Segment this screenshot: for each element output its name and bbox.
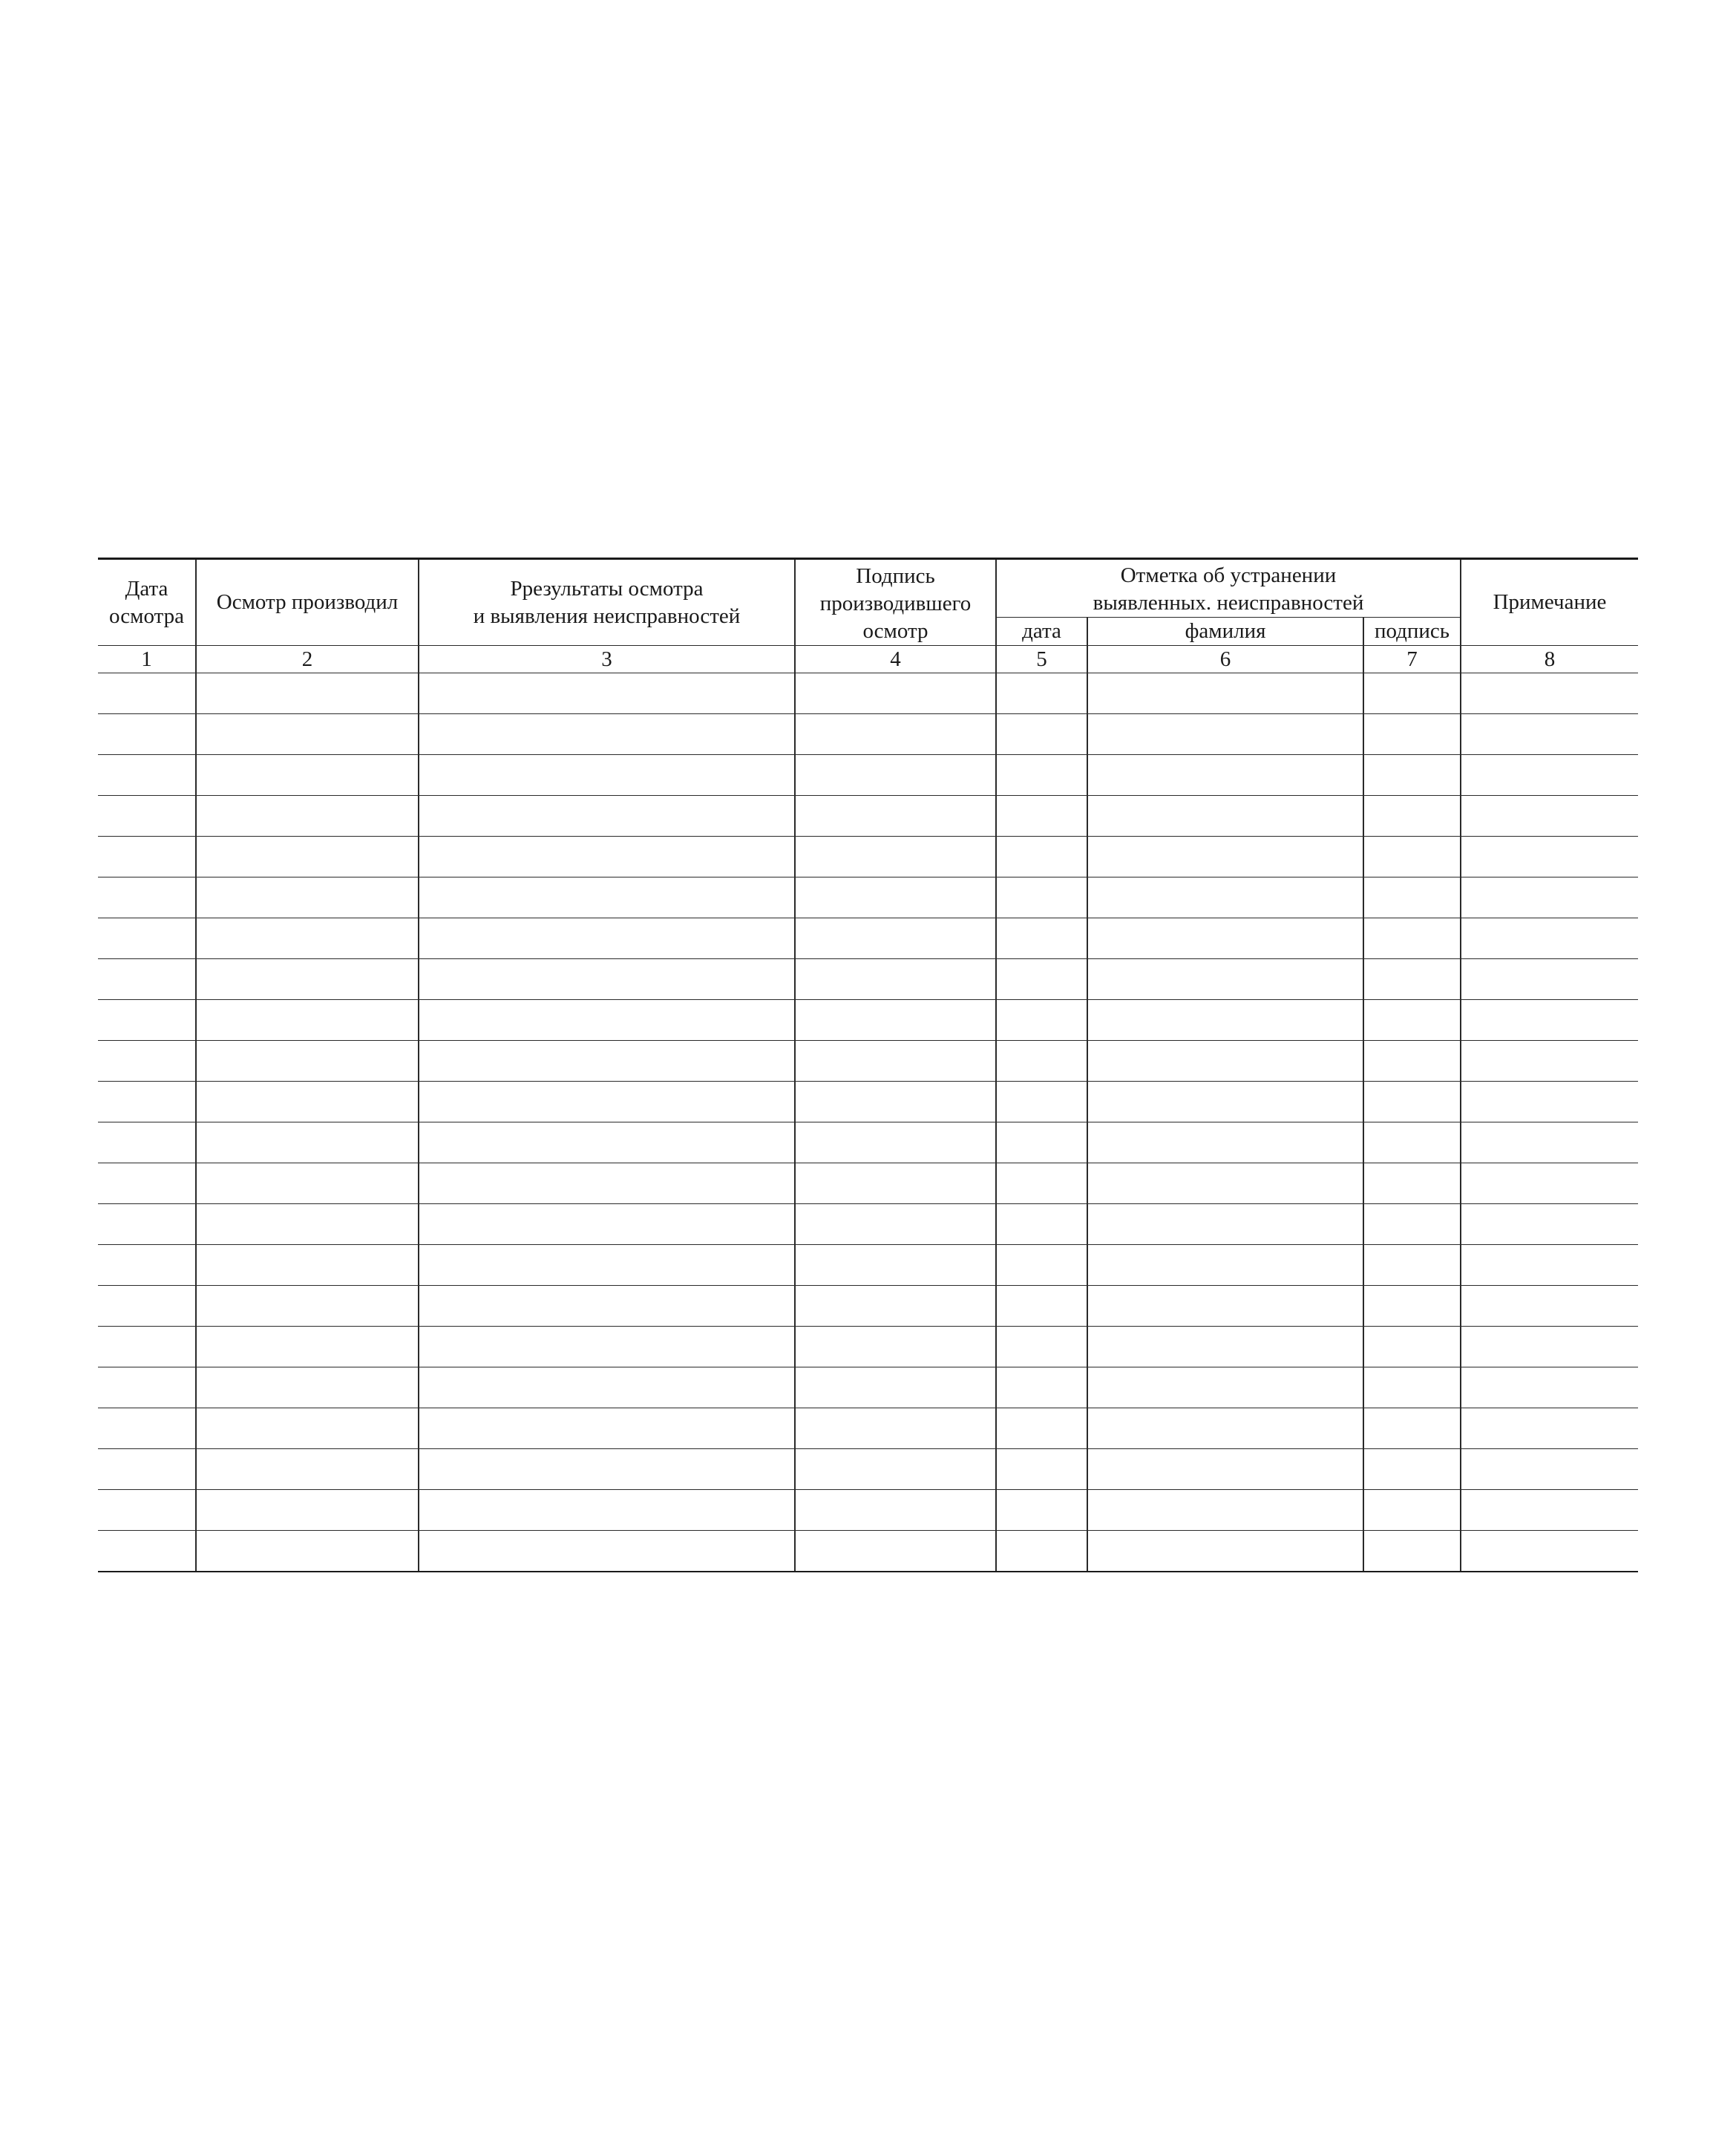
signature-cell[interactable] xyxy=(795,877,996,918)
note-cell[interactable] xyxy=(1461,959,1638,1000)
table-row xyxy=(98,1490,1638,1531)
column-number: 6 xyxy=(1087,646,1363,673)
results-cell[interactable] xyxy=(419,1122,795,1163)
date-cell[interactable] xyxy=(98,918,196,959)
fix-signature-cell[interactable] xyxy=(1363,1245,1461,1286)
fix-signature-cell[interactable] xyxy=(1363,755,1461,796)
table-row xyxy=(98,1449,1638,1490)
table-row xyxy=(98,1367,1638,1408)
note-cell[interactable] xyxy=(1461,714,1638,755)
note-cell[interactable] xyxy=(1461,1449,1638,1490)
inspector-cell[interactable] xyxy=(196,1163,419,1204)
fix-date-cell[interactable] xyxy=(996,1204,1087,1245)
signature-cell[interactable] xyxy=(795,714,996,755)
inspector-cell[interactable] xyxy=(196,755,419,796)
header-fix-mark-group: Отметка об устранении выявленных. неисправностей xyxy=(996,559,1461,618)
table-row xyxy=(98,959,1638,1000)
fix-signature-cell[interactable] xyxy=(1363,1000,1461,1041)
signature-cell[interactable] xyxy=(795,673,996,714)
results-cell[interactable] xyxy=(419,918,795,959)
date-cell[interactable] xyxy=(98,1367,196,1408)
fix-date-cell[interactable] xyxy=(996,837,1087,877)
fix-date-cell[interactable] xyxy=(996,1449,1087,1490)
results-cell[interactable] xyxy=(419,1286,795,1327)
signature-cell[interactable] xyxy=(795,1041,996,1082)
results-cell[interactable] xyxy=(419,1531,795,1572)
header-row xyxy=(98,559,1638,618)
date-cell[interactable] xyxy=(98,673,196,714)
fix-signature-cell[interactable] xyxy=(1363,1204,1461,1245)
fix-surname-cell[interactable] xyxy=(1087,673,1363,714)
signature-cell[interactable] xyxy=(795,1082,996,1122)
fix-surname-cell[interactable] xyxy=(1087,796,1363,837)
date-cell[interactable] xyxy=(98,1408,196,1449)
fix-signature-cell[interactable] xyxy=(1363,1286,1461,1327)
date-cell[interactable] xyxy=(98,1163,196,1204)
inspector-cell[interactable] xyxy=(196,1122,419,1163)
fix-date-cell[interactable] xyxy=(996,1041,1087,1082)
signature-cell[interactable] xyxy=(795,1367,996,1408)
fix-signature-cell[interactable] xyxy=(1363,1163,1461,1204)
inspector-cell[interactable] xyxy=(196,796,419,837)
fix-surname-cell[interactable] xyxy=(1087,1204,1363,1245)
signature-cell[interactable] xyxy=(795,1122,996,1163)
results-cell[interactable] xyxy=(419,1408,795,1449)
inspector-cell[interactable] xyxy=(196,714,419,755)
inspector-cell[interactable] xyxy=(196,1367,419,1408)
note-cell[interactable] xyxy=(1461,1082,1638,1122)
date-cell[interactable] xyxy=(98,796,196,837)
fix-surname-cell[interactable] xyxy=(1087,1531,1363,1572)
note-cell[interactable] xyxy=(1461,1163,1638,1204)
table-row xyxy=(98,1286,1638,1327)
date-cell[interactable] xyxy=(98,1286,196,1327)
fix-surname-cell[interactable] xyxy=(1087,1367,1363,1408)
fix-surname-cell[interactable] xyxy=(1087,1122,1363,1163)
table-row xyxy=(98,714,1638,755)
fix-date-cell[interactable] xyxy=(996,714,1087,755)
column-number: 3 xyxy=(419,646,795,673)
inspector-cell[interactable] xyxy=(196,1286,419,1327)
header-fix-surname: фамилия xyxy=(1087,618,1363,646)
signature-cell[interactable] xyxy=(795,1490,996,1531)
table-row xyxy=(98,837,1638,877)
inspector-cell[interactable] xyxy=(196,1408,419,1449)
date-cell[interactable] xyxy=(98,1082,196,1122)
inspector-cell[interactable] xyxy=(196,1041,419,1082)
results-cell[interactable] xyxy=(419,755,795,796)
results-cell[interactable] xyxy=(419,837,795,877)
fix-date-cell[interactable] xyxy=(996,1490,1087,1531)
signature-cell[interactable] xyxy=(795,796,996,837)
signature-cell[interactable] xyxy=(795,755,996,796)
signature-cell[interactable] xyxy=(795,1408,996,1449)
date-cell[interactable] xyxy=(98,1000,196,1041)
column-number: 2 xyxy=(196,646,419,673)
fix-date-cell[interactable] xyxy=(996,1082,1087,1122)
signature-cell[interactable] xyxy=(795,1286,996,1327)
results-cell[interactable] xyxy=(419,959,795,1000)
results-cell[interactable] xyxy=(419,1204,795,1245)
column-number: 4 xyxy=(795,646,996,673)
results-cell[interactable] xyxy=(419,1327,795,1367)
fix-date-cell[interactable] xyxy=(996,1000,1087,1041)
header-inspector-signature: Подпись производившего осмотр xyxy=(795,559,996,646)
date-cell[interactable] xyxy=(98,1531,196,1572)
fix-surname-cell[interactable] xyxy=(1087,1000,1363,1041)
fix-surname-cell[interactable] xyxy=(1087,1327,1363,1367)
fix-signature-cell[interactable] xyxy=(1363,1449,1461,1490)
table-row xyxy=(98,673,1638,714)
fix-date-cell[interactable] xyxy=(996,1367,1087,1408)
inspector-cell[interactable] xyxy=(196,1327,419,1367)
results-cell[interactable] xyxy=(419,1000,795,1041)
fix-surname-cell[interactable] xyxy=(1087,714,1363,755)
note-cell[interactable] xyxy=(1461,1000,1638,1041)
note-cell[interactable] xyxy=(1461,1367,1638,1408)
inspector-cell[interactable] xyxy=(196,1082,419,1122)
results-cell[interactable] xyxy=(419,1490,795,1531)
fix-signature-cell[interactable] xyxy=(1363,1122,1461,1163)
results-cell[interactable] xyxy=(419,714,795,755)
table-body xyxy=(98,673,1638,1572)
table-row xyxy=(98,755,1638,796)
signature-cell[interactable] xyxy=(795,1449,996,1490)
results-cell[interactable] xyxy=(419,796,795,837)
fix-date-cell[interactable] xyxy=(996,1245,1087,1286)
table-row xyxy=(98,1000,1638,1041)
column-number: 1 xyxy=(98,646,196,673)
fix-signature-cell[interactable] xyxy=(1363,714,1461,755)
table-row xyxy=(98,1245,1638,1286)
fix-date-cell[interactable] xyxy=(996,1327,1087,1367)
fix-date-cell[interactable] xyxy=(996,1163,1087,1204)
fix-signature-cell[interactable] xyxy=(1363,1082,1461,1122)
note-cell[interactable] xyxy=(1461,918,1638,959)
column-number: 7 xyxy=(1363,646,1461,673)
fix-date-cell[interactable] xyxy=(996,877,1087,918)
signature-cell[interactable] xyxy=(795,837,996,877)
column-number: 8 xyxy=(1461,646,1638,673)
table-row xyxy=(98,1041,1638,1082)
table-row xyxy=(98,796,1638,837)
inspector-cell[interactable] xyxy=(196,1204,419,1245)
fix-surname-cell[interactable] xyxy=(1087,755,1363,796)
inspector-cell[interactable] xyxy=(196,1245,419,1286)
note-cell[interactable] xyxy=(1461,837,1638,877)
fix-date-cell[interactable] xyxy=(996,959,1087,1000)
fix-surname-cell[interactable] xyxy=(1087,1082,1363,1122)
table-row xyxy=(98,1531,1638,1572)
date-cell[interactable] xyxy=(98,1041,196,1082)
fix-date-cell[interactable] xyxy=(996,755,1087,796)
date-cell[interactable] xyxy=(98,837,196,877)
fix-signature-cell[interactable] xyxy=(1363,1490,1461,1531)
fix-date-cell[interactable] xyxy=(996,1122,1087,1163)
fix-signature-cell[interactable] xyxy=(1363,877,1461,918)
fix-signature-cell[interactable] xyxy=(1363,796,1461,837)
fix-surname-cell[interactable] xyxy=(1087,1163,1363,1204)
fix-surname-cell[interactable] xyxy=(1087,1245,1363,1286)
inspector-cell[interactable] xyxy=(196,959,419,1000)
column-number-row xyxy=(98,646,1638,673)
table-row xyxy=(98,1163,1638,1204)
table-row xyxy=(98,877,1638,918)
signature-cell[interactable] xyxy=(795,959,996,1000)
fix-signature-cell[interactable] xyxy=(1363,837,1461,877)
fix-signature-cell[interactable] xyxy=(1363,959,1461,1000)
inspector-cell[interactable] xyxy=(196,1449,419,1490)
table-row xyxy=(98,918,1638,959)
note-cell[interactable] xyxy=(1461,673,1638,714)
fix-surname-cell[interactable] xyxy=(1087,1449,1363,1490)
table-row xyxy=(98,1122,1638,1163)
date-cell[interactable] xyxy=(98,1449,196,1490)
results-cell[interactable] xyxy=(419,1041,795,1082)
signature-cell[interactable] xyxy=(795,918,996,959)
fix-date-cell[interactable] xyxy=(996,1286,1087,1327)
fix-date-cell[interactable] xyxy=(996,796,1087,837)
date-cell[interactable] xyxy=(98,1122,196,1163)
fix-surname-cell[interactable] xyxy=(1087,1408,1363,1449)
results-cell[interactable] xyxy=(419,1163,795,1204)
results-cell[interactable] xyxy=(419,1245,795,1286)
note-cell[interactable] xyxy=(1461,1245,1638,1286)
note-cell[interactable] xyxy=(1461,755,1638,796)
signature-cell[interactable] xyxy=(795,1204,996,1245)
fix-date-cell[interactable] xyxy=(996,1408,1087,1449)
results-cell[interactable] xyxy=(419,877,795,918)
note-cell[interactable] xyxy=(1461,1286,1638,1327)
inspector-cell[interactable] xyxy=(196,918,419,959)
date-cell[interactable] xyxy=(98,877,196,918)
fix-surname-cell[interactable] xyxy=(1087,877,1363,918)
fix-date-cell[interactable] xyxy=(996,1531,1087,1572)
header-inspection-date: Дата осмотра xyxy=(98,559,196,646)
column-number: 5 xyxy=(996,646,1087,673)
fix-signature-cell[interactable] xyxy=(1363,673,1461,714)
inspector-cell[interactable] xyxy=(196,1000,419,1041)
fix-signature-cell[interactable] xyxy=(1363,1531,1461,1572)
fix-surname-cell[interactable] xyxy=(1087,1286,1363,1327)
note-cell[interactable] xyxy=(1461,1204,1638,1245)
header-inspected-by: Осмотр производил xyxy=(196,559,419,646)
note-cell[interactable] xyxy=(1461,1490,1638,1531)
inspector-cell[interactable] xyxy=(196,1531,419,1572)
signature-cell[interactable] xyxy=(795,1327,996,1367)
signature-cell[interactable] xyxy=(795,1163,996,1204)
fix-signature-cell[interactable] xyxy=(1363,1327,1461,1367)
table-row xyxy=(98,1408,1638,1449)
fix-signature-cell[interactable] xyxy=(1363,1367,1461,1408)
date-cell[interactable] xyxy=(98,1204,196,1245)
inspection-log-table xyxy=(98,558,1638,1572)
results-cell[interactable] xyxy=(419,1449,795,1490)
results-cell[interactable] xyxy=(419,1082,795,1122)
fix-signature-cell[interactable] xyxy=(1363,918,1461,959)
note-cell[interactable] xyxy=(1461,1531,1638,1572)
date-cell[interactable] xyxy=(98,959,196,1000)
inspector-cell[interactable] xyxy=(196,1490,419,1531)
fix-surname-cell[interactable] xyxy=(1087,1041,1363,1082)
header-note: Примечание xyxy=(1461,559,1638,646)
header-fix-date: дата xyxy=(996,618,1087,646)
signature-cell[interactable] xyxy=(795,1000,996,1041)
signature-cell[interactable] xyxy=(795,1531,996,1572)
fix-date-cell[interactable] xyxy=(996,673,1087,714)
date-cell[interactable] xyxy=(98,714,196,755)
signature-cell[interactable] xyxy=(795,1245,996,1286)
fix-signature-cell[interactable] xyxy=(1363,1041,1461,1082)
results-cell[interactable] xyxy=(419,1367,795,1408)
header-fix-signature: подпись xyxy=(1363,618,1461,646)
date-cell[interactable] xyxy=(98,1490,196,1531)
date-cell[interactable] xyxy=(98,755,196,796)
fix-surname-cell[interactable] xyxy=(1087,1490,1363,1531)
date-cell[interactable] xyxy=(98,1327,196,1367)
inspector-cell[interactable] xyxy=(196,673,419,714)
note-cell[interactable] xyxy=(1461,877,1638,918)
fix-surname-cell[interactable] xyxy=(1087,837,1363,877)
note-cell[interactable] xyxy=(1461,1122,1638,1163)
table-row xyxy=(98,1327,1638,1367)
results-cell[interactable] xyxy=(419,673,795,714)
inspector-cell[interactable] xyxy=(196,877,419,918)
table-row xyxy=(98,1204,1638,1245)
date-cell[interactable] xyxy=(98,1245,196,1286)
fix-signature-cell[interactable] xyxy=(1363,1408,1461,1449)
note-cell[interactable] xyxy=(1461,1041,1638,1082)
note-cell[interactable] xyxy=(1461,1327,1638,1367)
inspector-cell[interactable] xyxy=(196,837,419,877)
note-cell[interactable] xyxy=(1461,796,1638,837)
table-row xyxy=(98,1082,1638,1122)
header-inspection-results: Ррезультаты осмотра и выявления неисправностей xyxy=(419,559,795,646)
fix-surname-cell[interactable] xyxy=(1087,918,1363,959)
fix-surname-cell[interactable] xyxy=(1087,959,1363,1000)
note-cell[interactable] xyxy=(1461,1408,1638,1449)
fix-date-cell[interactable] xyxy=(996,918,1087,959)
